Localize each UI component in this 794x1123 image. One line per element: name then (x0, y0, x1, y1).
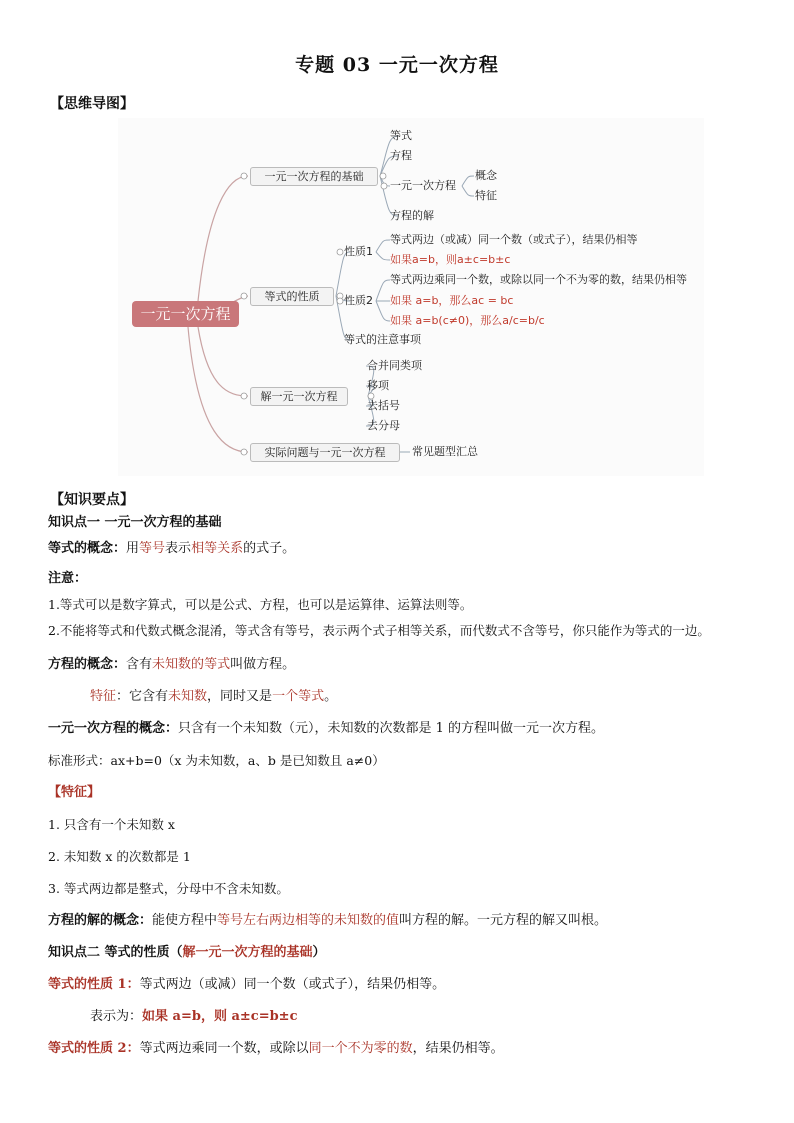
equation-feature (90, 688, 337, 706)
note-label: 注意： (48, 571, 88, 586)
linear-concept-label: 一元一次方程的概念： (48, 721, 179, 736)
feature-text-1: ：它含有 (116, 689, 169, 704)
equation-concept-label: 方程的概念： (48, 657, 127, 672)
solution-highlight: 等号左右两边相等的未知数的值 (217, 913, 400, 928)
property2-text-2: ，结果仍相等。 (412, 1041, 504, 1056)
mindmap-root: 一元一次方程 (132, 301, 239, 327)
equation-text-2: 的 (191, 657, 205, 672)
node-solution: 方程的解 (390, 209, 434, 222)
node-combine: 合并同类项 (367, 359, 422, 372)
kp2-text-2: ） (312, 945, 326, 960)
section-mindmap-heading: 【思维导图】 (50, 96, 134, 112)
feature-highlight-3: 一个等式 (272, 689, 325, 704)
section-points-heading: 【知识要点】 (50, 492, 134, 508)
property2-highlight: 同一个不为零的数 (308, 1041, 413, 1056)
page-title: 专题 03 一元一次方程 (295, 54, 499, 76)
property1-expression (90, 1008, 298, 1026)
collapse-p2-icon (337, 298, 343, 304)
connector-p1-2 (376, 252, 390, 260)
node-concept: 概念 (475, 169, 497, 182)
property2-label: 等式的性质 2： (48, 1041, 140, 1056)
node-property2-formula1: 如果 a=b，那么ac = bc (390, 294, 514, 307)
branch-basics: 一元一次方程的基础 (250, 167, 378, 186)
collapse-b2-icon (241, 293, 247, 299)
equation-highlight-1: 未知数 (152, 657, 192, 672)
kp1-heading: 知识点一 一元一次方程的基础 (48, 515, 222, 530)
equality-text-1: 用 (126, 541, 140, 556)
feature-3: 3. 等式两边都是整式，分母中不含未知数。 (48, 881, 289, 896)
equation-highlight-2: 等式 (204, 657, 231, 672)
connector-p2-1 (376, 280, 390, 301)
branch-properties: 等式的性质 (250, 287, 334, 306)
collapse-b1-children-icon (380, 173, 386, 179)
property2-text-1: 等式两边乘同一个数，或除以 (139, 1041, 309, 1056)
collapse-b4-icon (241, 449, 247, 455)
collapse-b1-icon (241, 173, 247, 179)
feature-1: 1. 只含有一个未知数 x (48, 817, 175, 832)
node-transpose: 移项 (367, 379, 389, 392)
connector-root-b3 (198, 327, 248, 396)
equation-concept (48, 656, 295, 674)
connector-p1-1 (376, 240, 390, 252)
node-property2: 性质2 (344, 294, 373, 307)
property2 (48, 1040, 504, 1058)
property1-expression-formula: 如果 a=b，则 a±c=b±c (142, 1009, 298, 1024)
linear-concept (48, 720, 604, 738)
feature-highlight-1: 特征 (90, 689, 117, 704)
mind-map (118, 118, 704, 476)
kp2-heading (48, 944, 326, 962)
feature-highlight-2: 未知数 (168, 689, 208, 704)
kp2-highlight: 解一元一次方程的基础 (182, 945, 313, 960)
equality-concept-label: 等式的概念： (48, 541, 127, 556)
feature-text-3: 。 (324, 689, 338, 704)
feature-2: 2. 未知数 x 的次数都是 1 (48, 849, 191, 864)
node-property1: 性质1 (344, 245, 373, 258)
kp2-text-1: 知识点二 等式的性质（ (48, 945, 183, 960)
feature-heading: 【特征】 (48, 785, 101, 800)
collapse-b3-icon (241, 393, 247, 399)
connector-b1-sub2 (462, 186, 474, 196)
connector-root-b4 (188, 327, 248, 452)
collapse-linear-icon (381, 183, 387, 189)
equality-text-2: 表示 (165, 541, 192, 556)
node-denominator: 去分母 (367, 419, 400, 432)
node-linear-equation: 一元一次方程 (390, 179, 456, 192)
node-property1-formula: 如果a=b，则a±c=b±c (390, 253, 511, 266)
connector-p2-3 (376, 301, 390, 321)
node-notes: 等式的注意事项 (344, 333, 421, 346)
equality-text-3: 的式子。 (243, 541, 296, 556)
connector-root-b1 (198, 176, 248, 301)
node-feature: 特征 (475, 189, 497, 202)
equality-highlight-2: 相等关系 (191, 541, 244, 556)
property1 (48, 976, 445, 994)
linear-concept-text: 只含有一个未知数（元），未知数的次数都是 1 的方程叫做一元一次方程。 (178, 721, 605, 736)
property1-text: 等式两边（或减）同一个数（或式子），结果仍相等。 (139, 977, 446, 992)
equality-highlight-1: 等号 (139, 541, 166, 556)
node-property2-formula2: 如果 a=b(c≠0)，那么a/c=b/c (390, 314, 545, 327)
branch-solve: 解一元一次方程 (250, 387, 348, 406)
feature-text-2: ，同时又是 (207, 689, 273, 704)
solution-text-1: 能使方程中 (152, 913, 218, 928)
node-property2-text: 等式两边乘同一个数，或除以同一个不为零的数，结果仍相等 (390, 273, 687, 286)
node-equation: 方程 (390, 149, 412, 162)
standard-form: 标准形式：ax+b=0（x 为未知数，a、b 是已知数且 a≠0） (48, 753, 385, 768)
solution-concept (48, 912, 607, 930)
note-2: 2.不能将等式和代数式概念混淆，等式含有等号，表示两个式子相等关系，而代数式不含等号，你只能作为等式的一边。 (48, 623, 710, 638)
branch-applications: 实际问题与一元一次方程 (250, 443, 400, 462)
equality-concept (48, 540, 295, 558)
solution-text-2: 叫方程的解。一元方程的解又叫根。 (399, 913, 608, 928)
property1-expression-label: 表示为： (90, 1009, 143, 1024)
connector-b1-sub1 (462, 176, 474, 186)
node-property1-text: 等式两边（或减）同一个数（或式子），结果仍相等 (390, 233, 638, 246)
node-brackets: 去括号 (367, 399, 400, 412)
equation-text-3: 叫做方程。 (230, 657, 296, 672)
solution-concept-label: 方程的解的概念： (48, 913, 153, 928)
property1-label: 等式的性质 1： (48, 977, 140, 992)
node-question-types: 常见题型汇总 (412, 445, 478, 458)
collapse-p1-icon (337, 249, 343, 255)
equation-text-1: 含有 (126, 657, 153, 672)
node-equality: 等式 (390, 129, 412, 142)
note-1: 1.等式可以是数字算式，可以是公式、方程，也可以是运算律、运算法则等。 (48, 597, 473, 612)
